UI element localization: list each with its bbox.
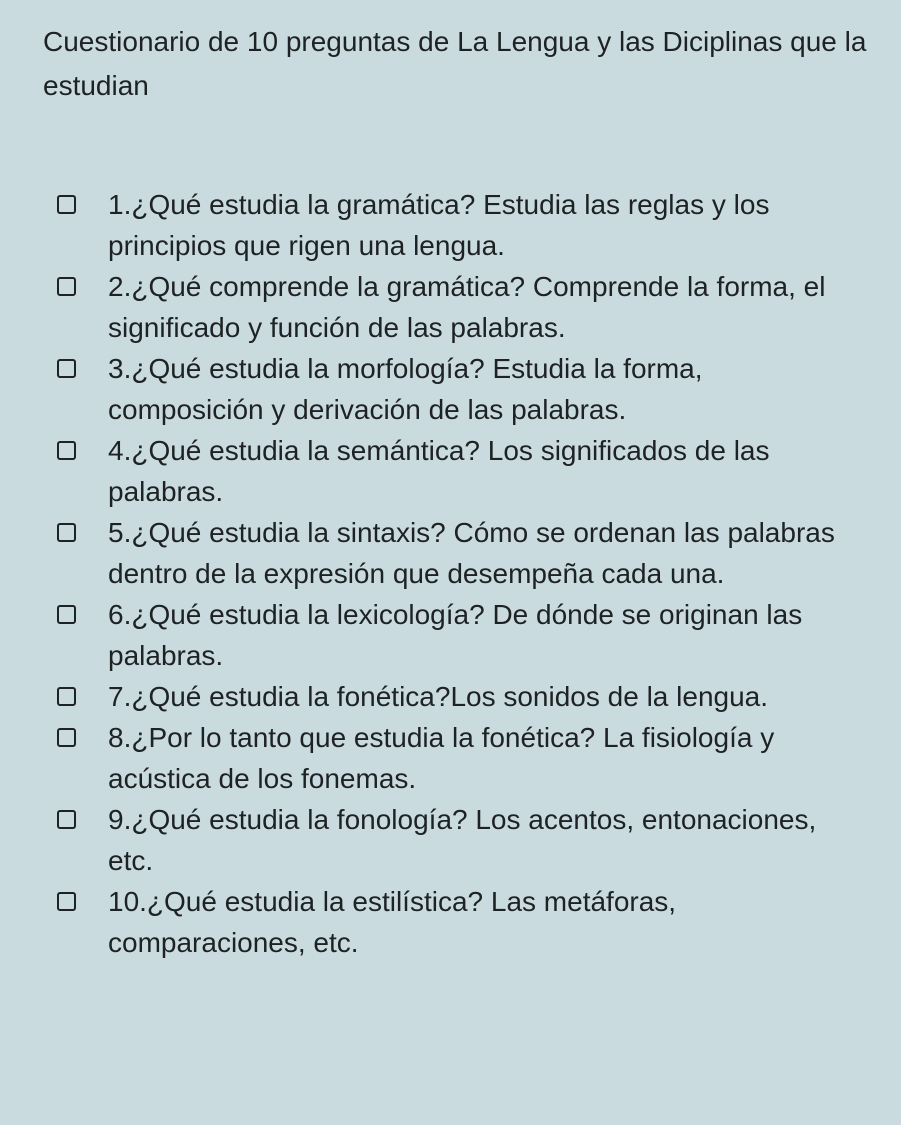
checklist-item-text[interactable]: 3.¿Qué estudia la morfología? Estudia la forma, composición y derivación de las palabras. [108, 353, 703, 425]
checkbox-unchecked-icon[interactable] [57, 605, 76, 624]
checklist-item-text[interactable]: 7.¿Qué estudia la fonética?Los sonidos de la lengua. [108, 681, 769, 712]
checkbox-unchecked-icon[interactable] [57, 687, 76, 706]
checklist-item-text[interactable]: 10.¿Qué estudia la estilística? Las metáforas, comparaciones, etc. [108, 886, 677, 958]
checklist-item-2[interactable] [0, 266, 901, 348]
checkbox-unchecked-icon[interactable] [57, 441, 76, 460]
checkbox-unchecked-icon[interactable] [57, 359, 76, 378]
checklist-item-text[interactable]: 9.¿Qué estudia la fonología? Los acentos, entonaciones, etc. [108, 804, 817, 876]
checklist [0, 184, 901, 963]
checklist-item-4[interactable] [0, 430, 901, 512]
checklist-item-7[interactable] [0, 676, 901, 717]
checklist-item-text[interactable]: 5.¿Qué estudia la sintaxis? Cómo se ordenan las palabras dentro de la expresión que desempeña cada una. [108, 517, 835, 589]
note-title[interactable]: Cuestionario de 10 preguntas de La Lengua y las Diciplinas que la estudian [43, 26, 867, 101]
checklist-item-10[interactable] [0, 881, 901, 963]
checklist-item-5[interactable] [0, 512, 901, 594]
checkbox-unchecked-icon[interactable] [57, 810, 76, 829]
checklist-item-3[interactable] [0, 348, 901, 430]
checklist-item-9[interactable] [0, 799, 901, 881]
checkbox-unchecked-icon[interactable] [57, 277, 76, 296]
checkbox-unchecked-icon[interactable] [57, 523, 76, 542]
checklist-item-8[interactable] [0, 717, 901, 799]
checklist-item-text[interactable]: 1.¿Qué estudia la gramática? Estudia las reglas y los principios que rigen una lengua. [108, 189, 770, 261]
checklist-item-text[interactable]: 2.¿Qué comprende la gramática? Comprende la forma, el significado y función de las palabras. [108, 271, 826, 343]
checklist-item-text[interactable]: 8.¿Por lo tanto que estudia la fonética? La fisiología y acústica de los fonemas. [108, 722, 775, 794]
checklist-item-text[interactable]: 4.¿Qué estudia la semántica? Los significados de las palabras. [108, 435, 770, 507]
checklist-item-1[interactable] [0, 184, 901, 266]
checkbox-unchecked-icon[interactable] [57, 892, 76, 911]
checkbox-unchecked-icon[interactable] [57, 728, 76, 747]
checklist-item-6[interactable] [0, 594, 901, 676]
checkbox-unchecked-icon[interactable] [57, 195, 76, 214]
checklist-item-text[interactable]: 6.¿Qué estudia la lexicología? De dónde se originan las palabras. [108, 599, 803, 671]
